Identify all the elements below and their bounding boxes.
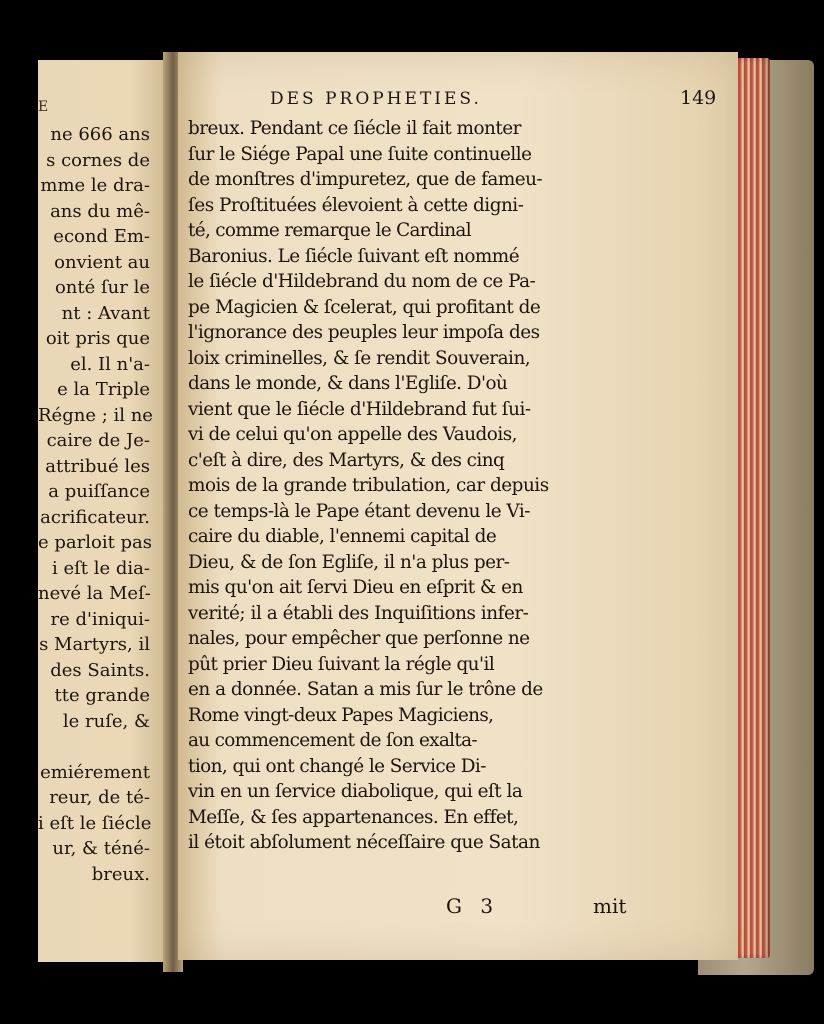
text-line: mois de la grande tribulation, car depuis	[188, 475, 549, 496]
text-line: breux.	[91, 863, 150, 885]
text-line: il étoit abſolument néceſſaire que Satan	[188, 832, 540, 853]
text-line: el. Il n'a-	[70, 353, 150, 375]
text-line: vin en un ſervice diabolique, qui eſt la	[188, 781, 523, 802]
text-line: Dieu, & de ſon Egliſe, il n'a plus per-	[188, 551, 510, 573]
text-line: ſes Proſtituées élevoient à cette digni-	[188, 194, 524, 216]
text-line: pe Magicien & ſcelerat, qui profitant de	[188, 296, 541, 318]
left-running-head: E	[38, 99, 49, 115]
text-line: Meſſe, & ſes appartenances. En effet,	[188, 806, 519, 828]
text-line: té, comme remarque le Cardinal	[188, 220, 471, 241]
text-line: mis qu'on ait ſervi Dieu en eſprit & en	[188, 577, 523, 598]
text-line: vi de celui qu'on appelle des Vaudois,	[188, 424, 517, 445]
text-line: onvient au	[54, 251, 150, 273]
catchword: mit	[593, 894, 627, 918]
text-line: oit pris que	[45, 328, 150, 349]
text-line: i eſt le ſiécle	[38, 812, 152, 834]
text-line: e la Triple	[57, 379, 150, 400]
text-line: nales, pour empêcher que perſonne ne	[188, 628, 530, 649]
left-page	[38, 60, 169, 962]
text-line: econd Em-	[53, 226, 150, 247]
page-number: 149	[680, 87, 717, 109]
text-line: le ſiécle d'Hildebrand du nom de ce Pa-	[188, 271, 536, 292]
text-line: le ruſe, &	[62, 710, 150, 732]
text-line: nevé la Meſ-	[38, 583, 151, 604]
text-line: vient que le ſiécle d'Hildebrand fut ſui-	[188, 398, 531, 420]
text-line: reur, de té-	[49, 787, 150, 808]
text-line: tte grande	[54, 685, 150, 706]
text-line: Rome vingt-deux Papes Magiciens,	[188, 704, 494, 726]
text-line: re d'iniqui-	[50, 608, 150, 630]
text-line: ur, & téné-	[52, 838, 150, 859]
text-line: emiérement	[40, 761, 150, 783]
text-line: des Saints.	[50, 659, 150, 681]
running-head: DES PROPHETIES.	[270, 89, 482, 109]
left-page-text	[38, 122, 153, 887]
text-line: c'eſt à dire, des Martyrs, & des cinq	[188, 449, 505, 471]
text-line	[38, 734, 150, 760]
text-line: verité; il a établi des Inquiſitions infer-	[188, 602, 529, 624]
text-line: caire de Je-	[46, 430, 150, 451]
text-line: au commencement de ſon exalta-	[188, 730, 477, 751]
text-line: nt : Avant	[61, 302, 150, 324]
text-line: en a donnée. Satan a mis ſur le trône de	[188, 679, 543, 700]
right-page	[178, 52, 738, 960]
page-footer	[178, 894, 738, 924]
right-page-text	[188, 116, 608, 856]
text-line: attribué les	[45, 455, 150, 477]
text-line: dans le monde, & dans l'Egliſe. D'où	[188, 373, 508, 394]
text-line: onté ſur le	[54, 277, 150, 298]
text-line: e parloit pas	[38, 532, 153, 553]
open-book	[38, 52, 778, 977]
text-line: a puiſſance	[48, 481, 150, 502]
text-line: mme le dra-	[40, 175, 150, 196]
text-line: Régne ; il ne	[38, 404, 153, 426]
text-line: caire du diable, l'ennemi capital de	[188, 526, 497, 547]
text-line: ce temps-là le Pape étant devenu le Vi-	[188, 500, 530, 522]
text-line: Baronius. Le ſiécle ſuivant eſt nommé	[188, 245, 520, 267]
text-line: de monſtres d'impuretez, que de fameu-	[188, 169, 543, 190]
text-line: i eſt le dia-	[52, 557, 150, 579]
text-line: ans du mê-	[50, 200, 150, 222]
text-line: pût prier Dieu ſuivant la régle qu'il	[188, 653, 495, 675]
text-line: ne 666 ans	[50, 124, 150, 145]
text-line: breux. Pendant ce ſiécle il fait monter	[188, 118, 521, 139]
text-line: s cornes de	[46, 149, 150, 171]
text-line: l'ignorance des peuples leur impoſa des	[188, 322, 540, 343]
text-line: acrificateur.	[40, 506, 150, 528]
text-line: s Martyrs, il	[39, 634, 150, 655]
text-line: ſur le Siége Papal une ſuite continuelle	[188, 143, 532, 165]
text-line: loix criminelles, & ſe rendit Souverain,	[188, 347, 531, 369]
text-line: tion, qui ont changé le Service Di-	[188, 755, 486, 777]
signature-mark: G 3	[446, 894, 500, 918]
